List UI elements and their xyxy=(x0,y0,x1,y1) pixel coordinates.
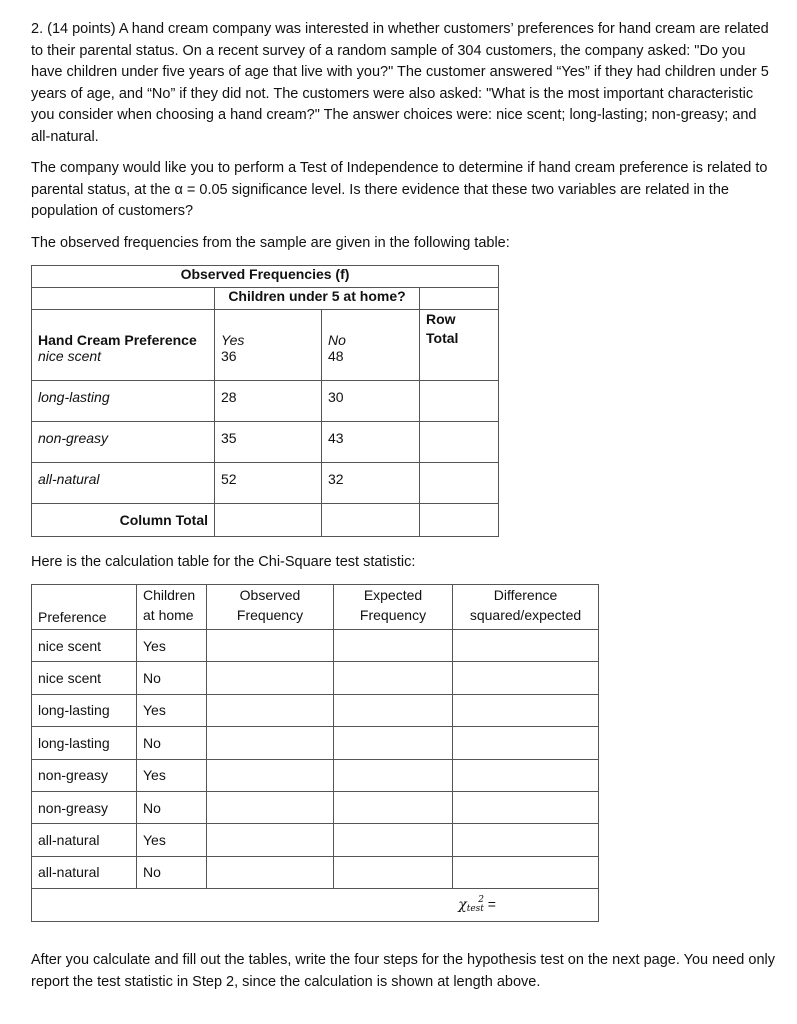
calc-expected-cell xyxy=(334,694,453,726)
chi-superscript: 2 xyxy=(478,894,484,905)
chi-equals: = xyxy=(483,895,496,912)
calc-row-preference: nice scent xyxy=(32,630,137,662)
grand-total-cell xyxy=(420,504,499,537)
calc-row-preference: long-lasting xyxy=(32,694,137,726)
calc-header-preference: Preference xyxy=(32,585,137,630)
obs-row-total-cell xyxy=(420,381,499,422)
obs-cell-no: 32 xyxy=(322,463,420,504)
calc-observed-cell xyxy=(207,662,334,694)
calc-observed-cell xyxy=(207,791,334,823)
calc-row-preference: non-greasy xyxy=(32,791,137,823)
calc-row-children: Yes xyxy=(137,824,207,856)
calc-expected-cell xyxy=(334,824,453,856)
calc-difference-cell xyxy=(453,727,599,759)
obs-cell-yes: 35 xyxy=(215,422,322,463)
obs-row-total-cell xyxy=(420,348,499,381)
calc-row-children: No xyxy=(137,856,207,888)
calc-difference-cell xyxy=(453,856,599,888)
calc-observed-cell xyxy=(207,630,334,662)
chi-square-test-statistic-row xyxy=(32,889,599,921)
row-total-header: Row Total xyxy=(420,310,499,349)
question-text: 2. (14 points) A hand cream company was interested in whether customers’ preferences for hand cream are related to their parental status. On a recent survey of a random sample of 304 customers, the company asked: "Do you have children under five years of age that live with you?" The customer answered “Yes” if they had children under 5 years of age, and “No” if they did not. The customers were also asked: "What is the most important characteristic you consider when choosing a hand cream?" The answer choices were: nice scent; long-lasting; non-greasy; and all-natural. xyxy=(31,21,769,145)
obs-row-label: all-natural xyxy=(32,463,215,504)
children-group-header: Children under 5 at home? xyxy=(215,288,420,310)
obs-cell-no: 43 xyxy=(322,422,420,463)
obs-cell-no: 48 xyxy=(322,348,420,381)
obs-cell-yes: 52 xyxy=(215,463,322,504)
calc-expected-cell xyxy=(334,856,453,888)
task-text: The company would like you to perform a Test of Independence to determine if hand cream preference is related to parental status, at the α = 0.05 significance level. Is there evidence that these two variables are related in the population of customers? xyxy=(31,160,768,219)
calc-difference-cell xyxy=(453,791,599,823)
calc-row-preference: all-natural xyxy=(32,824,137,856)
obs-row-label: long-lasting xyxy=(32,381,215,422)
obs-row-label: non-greasy xyxy=(32,422,215,463)
calc-row-preference: all-natural xyxy=(32,856,137,888)
calc-row-preference: nice scent xyxy=(32,662,137,694)
obs-row-label: nice scent xyxy=(32,348,215,381)
obs-cell-yes: 28 xyxy=(215,381,322,422)
calc-difference-cell xyxy=(453,630,599,662)
calc-expected-cell xyxy=(334,630,453,662)
calc-row-children: Yes xyxy=(137,630,207,662)
calc-observed-cell xyxy=(207,856,334,888)
calc-difference-cell xyxy=(453,662,599,694)
calc-expected-cell xyxy=(334,759,453,791)
calc-header-difference: Difference squared/expected xyxy=(453,585,599,630)
calc-observed-cell xyxy=(207,824,334,856)
calc-row-children: Yes xyxy=(137,694,207,726)
col-no-header: No xyxy=(322,310,420,349)
calc-expected-cell xyxy=(334,662,453,694)
calc-header-children: Children at home xyxy=(137,585,207,630)
obs-row-total-cell xyxy=(420,463,499,504)
chi-square-calculation-table xyxy=(31,584,599,922)
calc-header-expected: Expected Frequency xyxy=(334,585,453,630)
calc-difference-cell xyxy=(453,824,599,856)
column-total-label: Column Total xyxy=(32,504,215,537)
chi-subscript: test xyxy=(466,903,484,914)
observed-table-title: Observed Frequencies (f) xyxy=(32,266,499,288)
calc-difference-cell xyxy=(453,759,599,791)
calc-row-children: No xyxy=(137,791,207,823)
hand-cream-preference-header: Hand Cream Preference xyxy=(32,310,215,349)
observed-frequencies-table xyxy=(31,265,499,537)
calc-expected-cell xyxy=(334,791,453,823)
observed-intro-text: The observed frequencies from the sample are given in the following table: xyxy=(31,235,510,251)
calc-header-observed: Observed Frequency xyxy=(207,585,334,630)
calc-intro-text: Here is the calculation table for the Chi-Square test statistic: xyxy=(31,554,416,570)
obs-cell-no: 30 xyxy=(322,381,420,422)
chi-symbol: χ xyxy=(458,896,467,913)
calc-expected-cell xyxy=(334,727,453,759)
calc-row-preference: non-greasy xyxy=(32,759,137,791)
calc-row-children: No xyxy=(137,662,207,694)
col-total-yes-cell xyxy=(215,504,322,537)
obs-row-total-cell xyxy=(420,422,499,463)
calc-row-children: No xyxy=(137,727,207,759)
obs-cell-yes: 36 xyxy=(215,348,322,381)
calc-row-children: Yes xyxy=(137,759,207,791)
calc-observed-cell xyxy=(207,759,334,791)
col-total-no-cell xyxy=(322,504,420,537)
calc-difference-cell xyxy=(453,694,599,726)
closing-instructions: After you calculate and fill out the tables, write the four steps for the hypothesis test on the next page. You need only report the test statistic in Step 2, since the calculation is shown at length above. xyxy=(31,952,776,990)
col-yes-header: Yes xyxy=(215,310,322,349)
calc-observed-cell xyxy=(207,727,334,759)
calc-row-preference: long-lasting xyxy=(32,727,137,759)
calc-observed-cell xyxy=(207,694,334,726)
